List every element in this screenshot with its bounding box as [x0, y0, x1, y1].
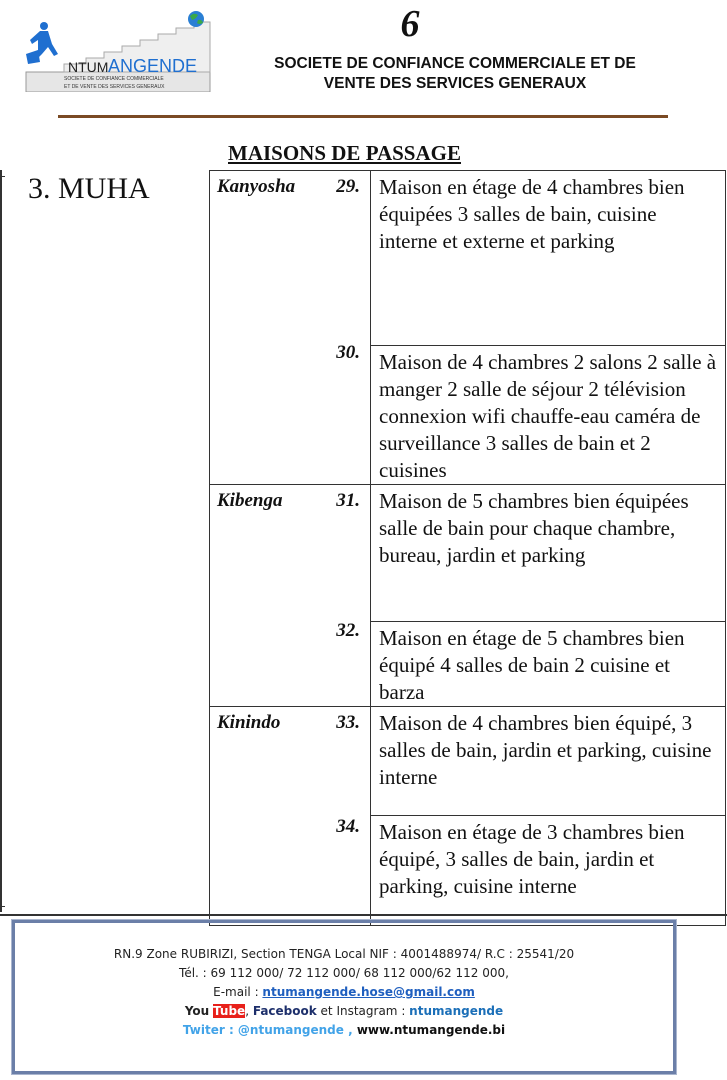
youtube-tube-label: Tube [213, 1004, 246, 1018]
listing-number: 30. [336, 342, 360, 363]
logo-brand-suffix: ANGENDE [108, 56, 198, 76]
table-row [210, 171, 726, 346]
social-handle: ntumangende [409, 1004, 504, 1018]
table-row [210, 707, 726, 816]
location-name: Kanyosha [217, 176, 296, 197]
company-name-line1: SOCIETE DE CONFIANCE COMMERCIALE ET DE [274, 55, 636, 72]
location-cell [210, 171, 371, 485]
location-cell [210, 485, 371, 707]
logo-tagline-1: SOCIETE DE CONFIANCE COMMERCIALE [64, 76, 164, 82]
company-name-line2: VENTE DES SERVICES GENERAUX [323, 75, 587, 92]
website-link[interactable]: www.ntumangende.bi [356, 1023, 506, 1037]
logo-tagline-2: ET DE VENTE DES SERVICES GENERAUX [64, 84, 165, 90]
footer-contact-box [12, 920, 676, 1074]
globe-icon [188, 11, 204, 27]
listings-table [209, 170, 726, 926]
listing-number: 31. [336, 490, 360, 511]
left-border [0, 170, 2, 912]
table-row [210, 485, 726, 622]
facebook-label: Facebook [252, 1004, 317, 1018]
email-link[interactable]: ntumangende.hose@gmail.com [262, 985, 475, 999]
location-name: Kinindo [217, 712, 281, 733]
listing-number: 33. [336, 712, 360, 733]
section-title: MAISONS DE PASSAGE [228, 141, 461, 165]
listing-description: Maison de 4 chambres bien équipé, 3 salles de bain, jardin et parking, cuisine interne [371, 707, 726, 816]
youtube-you-label: You [184, 1004, 210, 1018]
left-tick [0, 906, 5, 907]
footer-email-line [15, 983, 673, 1002]
footer-address: RN.9 Zone RUBIRIZI, Section TENGA Local NIF : 4001488974/ R.C : 25541/20 [113, 947, 575, 961]
footer-social-line [15, 1002, 673, 1021]
separator: , [245, 1004, 253, 1018]
left-tick [0, 176, 5, 177]
listing-number: 29. [336, 176, 360, 197]
instagram-label: et Instagram : [316, 1004, 410, 1018]
location-name: Kibenga [217, 490, 283, 511]
company-logo [24, 10, 212, 92]
listing-description: Maison de 5 chambres bien équipées salle de bain pour chaque chambre, bureau, jardin et parking [371, 485, 726, 622]
page-number: 6 [400, 3, 420, 45]
email-label: E-mail : [213, 985, 263, 999]
footer-twitter-line [15, 1021, 673, 1040]
footer-phones: Tél. : 69 112 000/ 72 112 000/ 68 112 000/62 112 000, [179, 966, 509, 980]
listing-description: Maison en étage de 4 chambres bien équipées 3 salles de bain, cuisine interne et externe et parking [371, 171, 726, 346]
listing-description: Maison en étage de 5 chambres bien équipé 4 salles de bain 2 cuisine et barza [371, 622, 726, 707]
listing-description: Maison en étage de 3 chambres bien équipé, 3 salles de bain, jardin et parking, cuisine interne [371, 816, 726, 926]
running-man-icon [26, 22, 58, 64]
header-divider [58, 115, 668, 118]
company-name [240, 54, 670, 94]
listing-description: Maison de 4 chambres 2 salons 2 salle à manger 2 salle de séjour 2 télévision connexion wifi chauffe-eau caméra de surveillance 3 salles de bain et 2 cuisines [371, 346, 726, 485]
district-heading: 3. MUHA [28, 172, 150, 205]
listing-number: 34. [336, 816, 360, 837]
location-cell [210, 707, 371, 926]
listing-number: 32. [336, 620, 360, 641]
logo-brand-prefix: NTUM [68, 59, 109, 75]
twitter-handle: Twiter : @ntumangende , [182, 1023, 357, 1037]
